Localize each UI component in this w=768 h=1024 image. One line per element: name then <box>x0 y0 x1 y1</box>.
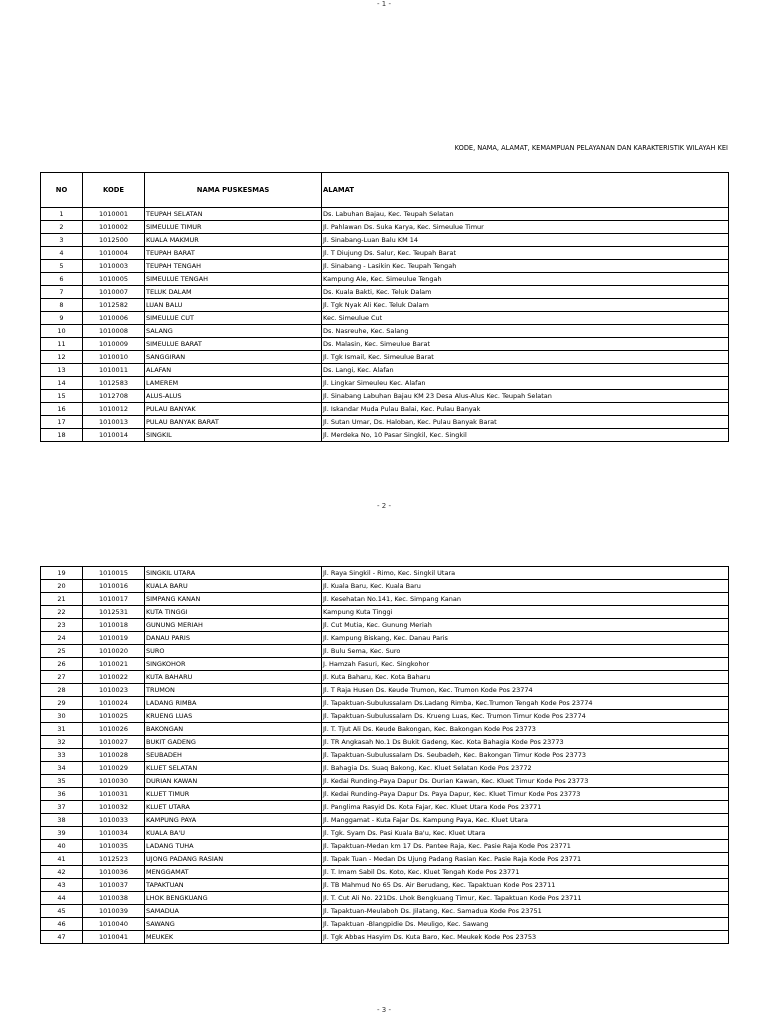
cell-no: 10 <box>41 325 83 338</box>
cell-no: 18 <box>41 429 83 442</box>
cell-no: 26 <box>41 658 83 671</box>
table-row <box>41 710 729 723</box>
cell-no: 35 <box>41 775 83 788</box>
cell-nama: SEUBADEH <box>145 749 322 762</box>
cell-nama: SIMEULUE CUT <box>145 312 322 325</box>
table-row <box>41 879 729 892</box>
table-row <box>41 658 729 671</box>
document-title: KODE, NAMA, ALAMAT, KEMAMPUAN PELAYANAN DAN KARAKTERISTIK WILAYAH KEI <box>454 144 728 152</box>
cell-alamat: Jl. Sutan Umar, Ds. Haloban, Kec. Pulau Banyak Barat <box>322 416 729 429</box>
table-row <box>41 853 729 866</box>
cell-alamat: Ds. Malasin, Kec. Simeulue Barat <box>322 338 729 351</box>
cell-no: 33 <box>41 749 83 762</box>
cell-kode: 1010007 <box>83 286 145 299</box>
cell-alamat: Ds. Kuala Bakti, Kec. Teluk Dalam <box>322 286 729 299</box>
cell-alamat: Jl. Panglima Rasyid Ds. Kota Fajar, Kec. Kluet Utara Kode Pos 23771 <box>322 801 729 814</box>
table-row <box>41 606 729 619</box>
cell-kode: 1010039 <box>83 905 145 918</box>
table-row <box>41 840 729 853</box>
table-row <box>41 632 729 645</box>
table-row <box>41 273 729 286</box>
cell-no: 36 <box>41 788 83 801</box>
cell-nama: LHOK BENGKUANG <box>145 892 322 905</box>
table-row <box>41 260 729 273</box>
cell-alamat: J. Hamzah Fasuri, Kec. Singkohor <box>322 658 729 671</box>
cell-kode: 1012523 <box>83 853 145 866</box>
table-row <box>41 619 729 632</box>
cell-alamat: Jl. T Diujung Ds. Salur, Kec. Teupah Barat <box>322 247 729 260</box>
cell-nama: KRUENG LUAS <box>145 710 322 723</box>
table-row <box>41 866 729 879</box>
cell-no: 7 <box>41 286 83 299</box>
cell-alamat: Jl. Tgk Abbas Hasyim Ds. Kuta Baro, Kec. Meukek Kode Pos 23753 <box>322 931 729 944</box>
cell-nama: KUTA BAHARU <box>145 671 322 684</box>
cell-alamat: Jl. Tapaktuan-Subulussalam Ds. Seubadeh, Kec. Bakongan Timur Kode Pos 23773 <box>322 749 729 762</box>
table-row <box>41 429 729 442</box>
cell-kode: 1010015 <box>83 567 145 580</box>
table-row <box>41 208 729 221</box>
cell-alamat: Jl. T. Imam Sabil Ds. Koto, Kec. Kluet Tengah Kode Pos 23771 <box>322 866 729 879</box>
cell-alamat: Jl. Bahagia Ds. Suaq Bakong, Kec. Kluet Selatan Kode Pos 23772 <box>322 762 729 775</box>
cell-kode: 1010032 <box>83 801 145 814</box>
cell-nama: SIMEULUE TENGAH <box>145 273 322 286</box>
cell-kode: 1010027 <box>83 736 145 749</box>
cell-no: 40 <box>41 840 83 853</box>
cell-kode: 1010012 <box>83 403 145 416</box>
cell-alamat: Kampung Kuta Tinggi <box>322 606 729 619</box>
table-row <box>41 567 729 580</box>
table-row <box>41 390 729 403</box>
cell-no: 25 <box>41 645 83 658</box>
table-row <box>41 762 729 775</box>
cell-kode: 1010011 <box>83 364 145 377</box>
cell-nama: DANAU PARIS <box>145 632 322 645</box>
cell-nama: TRUMON <box>145 684 322 697</box>
cell-alamat: Jl. Kesehatan No.141, Kec. Simpang Kanan <box>322 593 729 606</box>
cell-no: 32 <box>41 736 83 749</box>
cell-alamat: Jl. Tapak Tuan - Medan Ds Ujung Padang Rasian Kec. Pasie Raja Kode Pos 23771 <box>322 853 729 866</box>
cell-alamat: Jl. Cut Mutia, Kec. Gunung Meriah <box>322 619 729 632</box>
cell-nama: PULAU BANYAK <box>145 403 322 416</box>
cell-no: 23 <box>41 619 83 632</box>
table-row <box>41 801 729 814</box>
cell-nama: TEUPAH BARAT <box>145 247 322 260</box>
cell-alamat: Jl. Tapaktuan-Subulussalam Ds. Krueng Luas, Kec. Trumon Timur Kode Pos 23774 <box>322 710 729 723</box>
cell-no: 24 <box>41 632 83 645</box>
cell-alamat: Ds. Langi, Kec. Alafan <box>322 364 729 377</box>
cell-kode: 1010013 <box>83 416 145 429</box>
cell-kode: 1010033 <box>83 814 145 827</box>
cell-no: 42 <box>41 866 83 879</box>
table-row <box>41 788 729 801</box>
cell-alamat: Jl. Sinabang - Lasikin Kec. Teupah Tengah <box>322 260 729 273</box>
cell-kode: 1010023 <box>83 684 145 697</box>
cell-kode: 1010022 <box>83 671 145 684</box>
cell-kode: 1010018 <box>83 619 145 632</box>
table-row <box>41 299 729 312</box>
cell-kode: 1010026 <box>83 723 145 736</box>
table-row <box>41 580 729 593</box>
table-row <box>41 775 729 788</box>
cell-nama: MENGGAMAT <box>145 866 322 879</box>
cell-nama: KUTA TINGGI <box>145 606 322 619</box>
cell-no: 15 <box>41 390 83 403</box>
cell-nama: KAMPUNG PAYA <box>145 814 322 827</box>
cell-no: 44 <box>41 892 83 905</box>
cell-alamat: Jl. Tapaktuan-Subulussalam Ds.Ladang Rimba, Kec.Trumon Tengah Kode Pos 23774 <box>322 697 729 710</box>
cell-kode: 1010035 <box>83 840 145 853</box>
cell-nama: SIMEULUE BARAT <box>145 338 322 351</box>
cell-alamat: Jl. Kampung Biskang, Kec. Danau Paris <box>322 632 729 645</box>
cell-nama: LADANG TUHA <box>145 840 322 853</box>
cell-nama: UJONG PADANG RASIAN <box>145 853 322 866</box>
cell-nama: SAMADUA <box>145 905 322 918</box>
table-row <box>41 749 729 762</box>
table-row <box>41 736 729 749</box>
cell-alamat: Jl. Tapaktuan-Meulaboh Ds. Jilatang, Kec. Samadua Kode Pos 23751 <box>322 905 729 918</box>
puskesmas-table-page-2 <box>40 566 729 944</box>
cell-alamat: Jl. TB Mahmud No 65 Ds. Air Berudang, Kec. Tapaktuan Kode Pos 23711 <box>322 879 729 892</box>
cell-kode: 1010009 <box>83 338 145 351</box>
cell-no: 39 <box>41 827 83 840</box>
table-row <box>41 918 729 931</box>
table-row <box>41 827 729 840</box>
cell-nama: SIMEULUE TIMUR <box>145 221 322 234</box>
cell-kode: 1010020 <box>83 645 145 658</box>
cell-alamat: Kampung Ale, Kec. Simeulue Tengah <box>322 273 729 286</box>
cell-alamat: Jl. Kuala Baru, Kec. Kuala Baru <box>322 580 729 593</box>
cell-kode: 1012582 <box>83 299 145 312</box>
cell-alamat: Jl. Pahlawan Ds. Suka Karya, Kec. Simeulue Timur <box>322 221 729 234</box>
cell-alamat: Jl. T. Cut Ali No. 221Ds. Lhok Bengkuang Timur, Kec. Tapaktuan Kode Pos 23711 <box>322 892 729 905</box>
table-row <box>41 403 729 416</box>
cell-alamat: Jl. Raya Singkil - Rimo, Kec. Singkil Utara <box>322 567 729 580</box>
cell-kode: 1010029 <box>83 762 145 775</box>
cell-no: 28 <box>41 684 83 697</box>
cell-alamat: Jl. Kuta Baharu, Kec. Kota Baharu <box>322 671 729 684</box>
cell-nama: KUALA BA'U <box>145 827 322 840</box>
cell-no: 8 <box>41 299 83 312</box>
cell-alamat: Jl. Lingkar Simeuleu Kec. Alafan <box>322 377 729 390</box>
cell-nama: KLUET TIMUR <box>145 788 322 801</box>
cell-kode: 1010038 <box>83 892 145 905</box>
cell-alamat: Jl. T. Tjut Ali Ds. Keude Bakongan, Kec. Bakongan Kode Pos 23773 <box>322 723 729 736</box>
cell-alamat: Jl. Iskandar Muda Pulau Balai, Kec. Pulau Banyak <box>322 403 729 416</box>
cell-kode: 1010016 <box>83 580 145 593</box>
cell-kode: 1010037 <box>83 879 145 892</box>
cell-alamat: Jl. Kedai Runding-Paya Dapur Ds. Paya Dapur, Kec. Kluet Timur Kode Pos 23773 <box>322 788 729 801</box>
cell-nama: BAKONGAN <box>145 723 322 736</box>
cell-no: 34 <box>41 762 83 775</box>
table-row <box>41 351 729 364</box>
cell-kode: 1010004 <box>83 247 145 260</box>
page-number-1: - 1 - <box>377 0 391 8</box>
cell-nama: BUKIT GADENG <box>145 736 322 749</box>
cell-nama: GUNUNG MERIAH <box>145 619 322 632</box>
cell-no: 47 <box>41 931 83 944</box>
table-row <box>41 931 729 944</box>
cell-nama: SALANG <box>145 325 322 338</box>
cell-alamat: Jl. T Raja Husen Ds. Keude Trumon, Kec. Trumon Kode Pos 23774 <box>322 684 729 697</box>
cell-alamat: Jl. TR Angkasah No.1 Ds Bukit Gadeng, Kec. Kota Bahagia Kode Pos 23773 <box>322 736 729 749</box>
cell-no: 37 <box>41 801 83 814</box>
header-nama: NAMA PUSKESMAS <box>145 173 322 208</box>
cell-nama: KUALA BARU <box>145 580 322 593</box>
table-row <box>41 671 729 684</box>
table-header-row <box>41 173 729 208</box>
cell-nama: SINGKOHOR <box>145 658 322 671</box>
cell-nama: SIMPANG KANAN <box>145 593 322 606</box>
cell-alamat: Jl. Tapaktuan -Blangpidie Ds. Meuligo, Kec. Sawang <box>322 918 729 931</box>
cell-no: 38 <box>41 814 83 827</box>
cell-kode: 1010041 <box>83 931 145 944</box>
cell-nama: LUAN BALU <box>145 299 322 312</box>
cell-kode: 1010017 <box>83 593 145 606</box>
cell-kode: 1010001 <box>83 208 145 221</box>
cell-kode: 1010021 <box>83 658 145 671</box>
cell-no: 14 <box>41 377 83 390</box>
cell-alamat: Jl. Bulu Sema, Kec. Suro <box>322 645 729 658</box>
cell-alamat: Jl. Manggamat - Kuta Fajar Ds. Kampung Paya, Kec. Kluet Utara <box>322 814 729 827</box>
cell-no: 2 <box>41 221 83 234</box>
cell-no: 12 <box>41 351 83 364</box>
cell-nama: TEUPAH TENGAH <box>145 260 322 273</box>
cell-no: 1 <box>41 208 83 221</box>
cell-no: 3 <box>41 234 83 247</box>
table-row <box>41 325 729 338</box>
cell-no: 41 <box>41 853 83 866</box>
cell-kode: 1010034 <box>83 827 145 840</box>
cell-kode: 1010031 <box>83 788 145 801</box>
cell-alamat: Jl. Tgk Nyak Ali Kec. Teluk Dalam <box>322 299 729 312</box>
cell-alamat: Jl. Tgk. Syam Ds. Pasi Kuala Ba'u, Kec. Kluet Utara <box>322 827 729 840</box>
header-kode: KODE <box>83 173 145 208</box>
cell-no: 46 <box>41 918 83 931</box>
table-row <box>41 593 729 606</box>
cell-kode: 1010019 <box>83 632 145 645</box>
cell-no: 11 <box>41 338 83 351</box>
cell-kode: 1012500 <box>83 234 145 247</box>
cell-nama: TEUPAH SELATAN <box>145 208 322 221</box>
header-alamat: ALAMAT <box>322 173 729 208</box>
cell-kode: 1010002 <box>83 221 145 234</box>
cell-nama: DURIAN KAWAN <box>145 775 322 788</box>
cell-kode: 1012708 <box>83 390 145 403</box>
cell-no: 6 <box>41 273 83 286</box>
cell-nama: ALUS-ALUS <box>145 390 322 403</box>
cell-kode: 1012531 <box>83 606 145 619</box>
cell-no: 17 <box>41 416 83 429</box>
cell-kode: 1010025 <box>83 710 145 723</box>
cell-no: 22 <box>41 606 83 619</box>
cell-kode: 1012583 <box>83 377 145 390</box>
header-no: NO <box>41 173 83 208</box>
cell-kode: 1010040 <box>83 918 145 931</box>
table-row <box>41 221 729 234</box>
cell-kode: 1010014 <box>83 429 145 442</box>
cell-kode: 1010003 <box>83 260 145 273</box>
table-row <box>41 416 729 429</box>
cell-kode: 1010024 <box>83 697 145 710</box>
table-row <box>41 645 729 658</box>
cell-kode: 1010010 <box>83 351 145 364</box>
cell-no: 13 <box>41 364 83 377</box>
cell-nama: SINGKIL UTARA <box>145 567 322 580</box>
cell-nama: KUALA MAKMUR <box>145 234 322 247</box>
cell-kode: 1010005 <box>83 273 145 286</box>
cell-no: 9 <box>41 312 83 325</box>
cell-kode: 1010030 <box>83 775 145 788</box>
cell-no: 43 <box>41 879 83 892</box>
table-row <box>41 247 729 260</box>
cell-nama: SANGGIRAN <box>145 351 322 364</box>
cell-nama: SINGKIL <box>145 429 322 442</box>
cell-nama: KLUET SELATAN <box>145 762 322 775</box>
cell-no: 27 <box>41 671 83 684</box>
cell-nama: TELUK DALAM <box>145 286 322 299</box>
cell-alamat: Jl. Sinabang Labuhan Bajau KM 23 Desa Alus-Alus Kec. Teupah Selatan <box>322 390 729 403</box>
cell-nama: PULAU BANYAK BARAT <box>145 416 322 429</box>
table-row <box>41 234 729 247</box>
table-row <box>41 684 729 697</box>
cell-no: 5 <box>41 260 83 273</box>
cell-alamat: Jl. Tapaktuan-Medan km 17 Ds. Pantee Raja, Kec. Pasie Raja Kode Pos 23771 <box>322 840 729 853</box>
table-row <box>41 286 729 299</box>
table-row <box>41 312 729 325</box>
cell-nama: KLUET UTARA <box>145 801 322 814</box>
table-row <box>41 338 729 351</box>
cell-no: 31 <box>41 723 83 736</box>
cell-alamat: Jl. Kedai Runding-Paya Dapur Ds. Durian Kawan, Kec. Kluet Timur Kode Pos 23773 <box>322 775 729 788</box>
cell-nama: TAPAKTUAN <box>145 879 322 892</box>
cell-no: 4 <box>41 247 83 260</box>
cell-no: 45 <box>41 905 83 918</box>
cell-no: 21 <box>41 593 83 606</box>
cell-alamat: Jl. Tgk Ismail, Kec. Simeulue Barat <box>322 351 729 364</box>
cell-kode: 1010036 <box>83 866 145 879</box>
table-row <box>41 905 729 918</box>
cell-nama: LAMEREM <box>145 377 322 390</box>
table-row <box>41 697 729 710</box>
puskesmas-table-page-1 <box>40 172 729 442</box>
cell-no: 29 <box>41 697 83 710</box>
cell-kode: 1010006 <box>83 312 145 325</box>
cell-nama: SURO <box>145 645 322 658</box>
cell-alamat: Jl. Sinabang-Luan Balu KM 14 <box>322 234 729 247</box>
table-row <box>41 892 729 905</box>
table-row <box>41 814 729 827</box>
cell-alamat: Jl. Merdeka No, 10 Pasar Singkil, Kec. Singkil <box>322 429 729 442</box>
cell-no: 20 <box>41 580 83 593</box>
table-row <box>41 377 729 390</box>
cell-alamat: Ds. Nasreuhe, Kec. Salang <box>322 325 729 338</box>
cell-alamat: Kec. Simeulue Cut <box>322 312 729 325</box>
cell-no: 19 <box>41 567 83 580</box>
cell-kode: 1010028 <box>83 749 145 762</box>
cell-nama: SAWANG <box>145 918 322 931</box>
cell-alamat: Ds. Labuhan Bajau, Kec. Teupah Selatan <box>322 208 729 221</box>
table-row <box>41 723 729 736</box>
page-number-3: - 3 - <box>377 1006 391 1014</box>
cell-no: 16 <box>41 403 83 416</box>
cell-nama: MEUKEK <box>145 931 322 944</box>
cell-nama: LADANG RIMBA <box>145 697 322 710</box>
cell-nama: ALAFAN <box>145 364 322 377</box>
cell-no: 30 <box>41 710 83 723</box>
table-row <box>41 364 729 377</box>
page-number-2: - 2 - <box>377 502 391 510</box>
cell-kode: 1010008 <box>83 325 145 338</box>
